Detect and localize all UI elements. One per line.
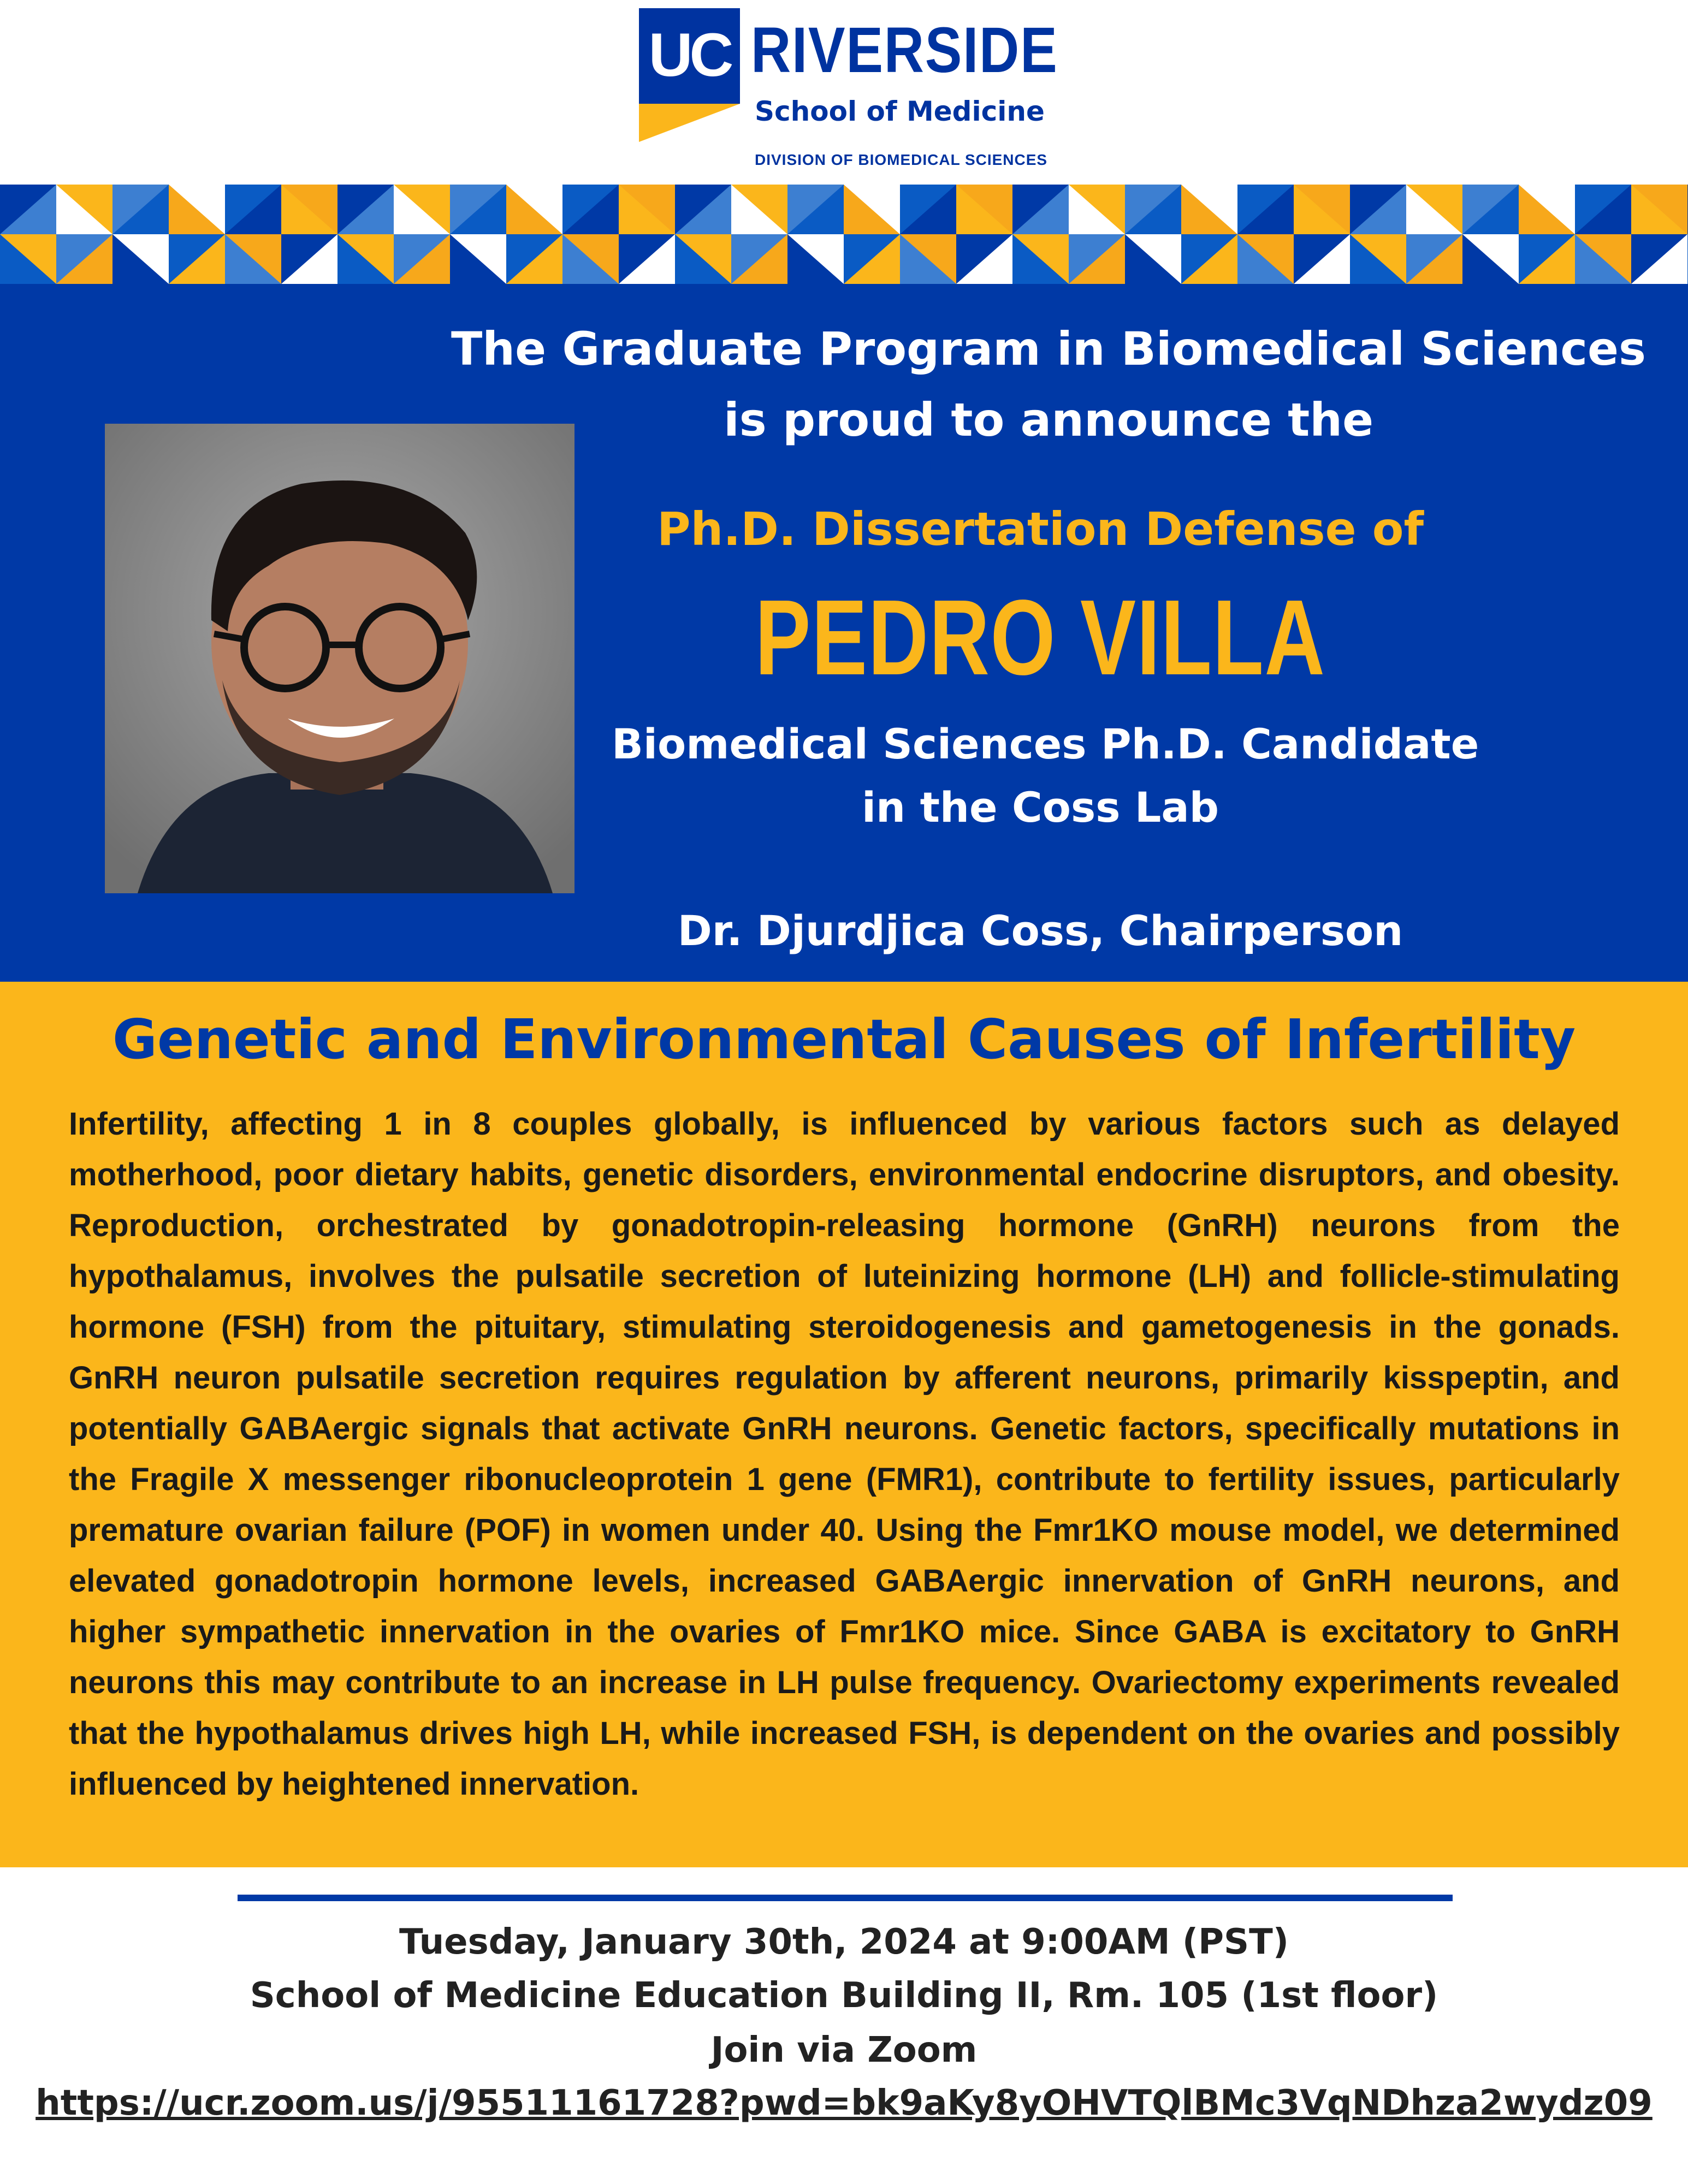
abstract-text: Infertility, affecting 1 in 8 couples globally, is influenced by various factors such as delayed motherhood, poor dietary habits, genetic disorders, environmental endocrine disruptors, and obesity. Reproduction, orchestrated by gonadotropin-releasing hormone (GnRH) neurons from the hypothalamus, involves the pulsatile secretion of luteinizing hormone (LH) and follicle-stimulating hormone (FSH) from the pituitary, stimulating steroidogenesis and gametogenesis in the gonads. GnRH neuron pulsatile secretion requires regulation by afferent neurons, primarily kisspeptin, and potentially GABAergic signals that activate GnRH neurons. Genetic factors, specifically mutations in the Fragile X messenger ribonucleoprotein 1 gene (FMR1), contribute to fertility issues, particularly premature ovarian failure (POF) in women under 40. Using the Fmr1KO mouse model, we determined elevated gonadotropin hormone levels, increased GABAergic innervation of GnRH neurons, and higher sympathetic innervation in the ovaries of Fmr1KO mice. Since GABA is excitatory to GnRH neurons this may contribute to an increase in LH pulse frequency. Ovariectomy experiments revealed that the hypothalamus drives high LH, while increased FSH, is dependent on the ovaries and possibly influenced by heightened innervation. <box>69 1106 1620 1802</box>
zoom-label: Join via Zoom <box>710 2030 978 2070</box>
program-headline-line2: is proud to announce the <box>723 393 1374 447</box>
event-location: School of Medicine Education Building II, Rm. 105 (1st floor) <box>250 1975 1438 2016</box>
candidate-lab: in the Coss Lab <box>861 783 1219 832</box>
candidate-name: PEDRO VILLA <box>755 578 1326 697</box>
uc-riverside-logo <box>639 8 1058 172</box>
candidate-program: Biomedical Sciences Ph.D. Candidate <box>612 720 1479 768</box>
program-headline-line1: The Graduate Program in Biomedical Sciences <box>451 322 1646 376</box>
candidate-photo <box>105 424 574 893</box>
divider-line <box>238 1895 1453 1901</box>
defense-label: Ph.D. Dissertation Defense of <box>656 502 1424 556</box>
logo-division-text: DIVISION OF BIOMEDICAL SCIENCES <box>755 151 1048 168</box>
uc-logo-box <box>639 8 740 104</box>
logo-school-text: School of Medicine <box>755 96 1045 127</box>
candidate-portrait-icon <box>105 424 574 893</box>
uc-logo-text: UC <box>648 21 731 89</box>
zoom-link[interactable]: https://ucr.zoom.us/j/95511161728?pwd=bk9aKy8yOHVTQlBMc3VqNDhza2wydz09 <box>35 2083 1653 2123</box>
geometric-pattern-band <box>0 185 1688 284</box>
logo-gold-triangle-icon <box>639 104 740 142</box>
chairperson: Dr. Djurdjica Coss, Chairperson <box>677 906 1403 955</box>
logo-riverside-text: RIVERSIDE <box>751 14 1058 86</box>
event-datetime: Tuesday, January 30th, 2024 at 9:00AM (PST) <box>399 1922 1289 1962</box>
talk-title: Genetic and Environmental Causes of Infertility <box>112 1007 1576 1071</box>
